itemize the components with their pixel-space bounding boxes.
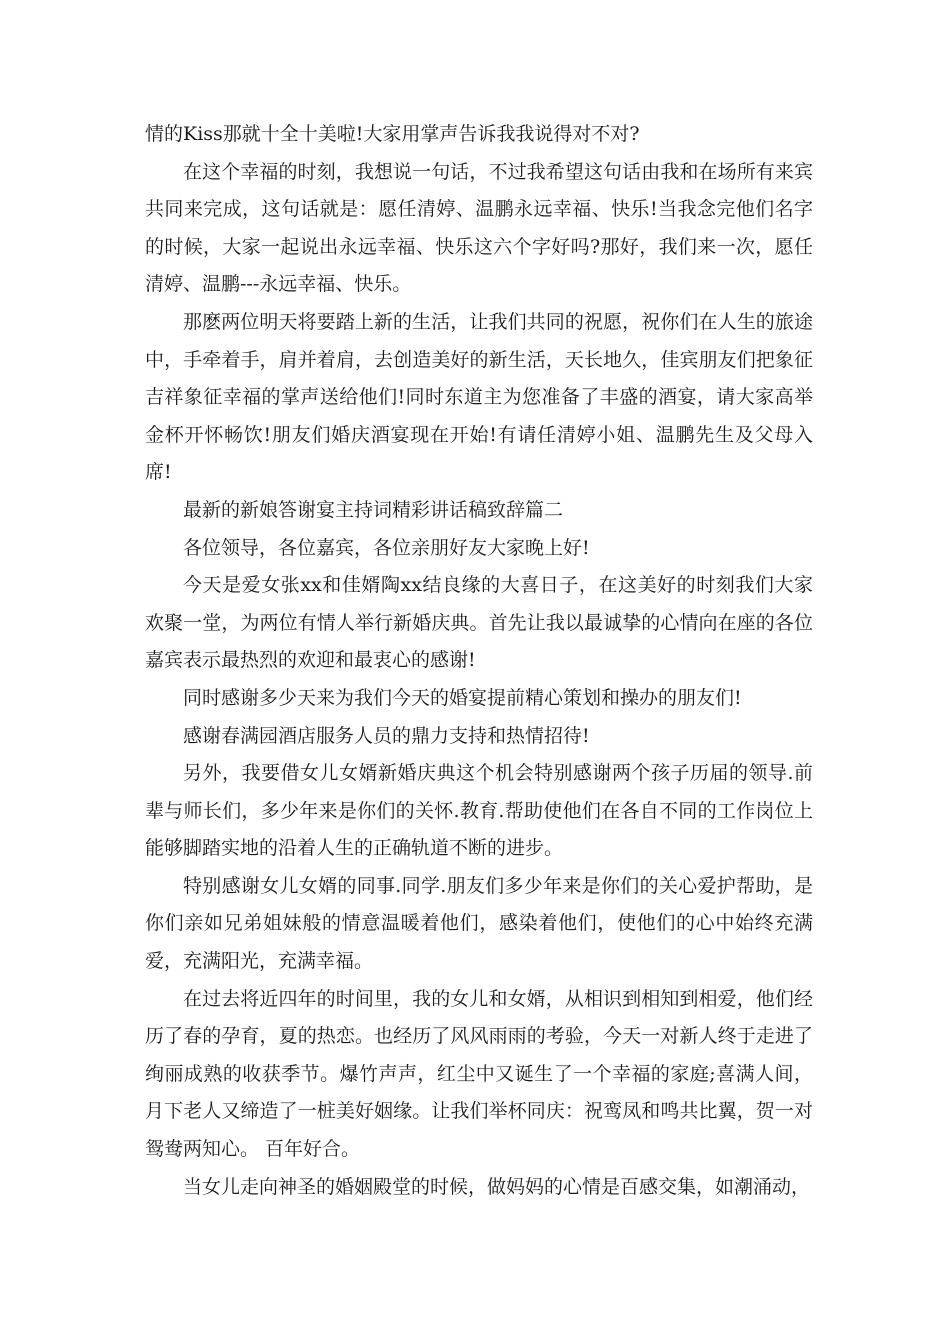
paragraph-welcome: 今天是爱女张xx和佳婿陶xx结良缘的大喜日子，在这美好的时刻我们大家欢聚一堂，为两位有情人举行新婚庆典。首先让我以最诚挚的心情向在座的各位嘉宾表示最热烈的欢迎和最衷心的感谢! bbox=[145, 574, 813, 672]
paragraph-love-story: 在过去将近四年的时间里，我的女儿和女婿，从相识到相知到相爱，他们经历了春的孕育，夏的热恋。也经历了风风雨雨的考验，今天一对新人终于走进了绚丽成熟的收获季节。爆竹声声，红尘中又诞生了一个幸福的家庭;喜满人间，月下老人又缔造了一桩美好姻缘。让我们举杯同庆：祝鸾凤和鸣共比翼，贺一对鸳鸯两知心。 百年好合。 bbox=[145, 987, 813, 1161]
paragraph-continuation: 情的Kiss那就十全十美啦!大家用掌声告诉我我说得对不对? bbox=[145, 123, 640, 145]
paragraph-thanks-friends: 同时感谢多少天来为我们今天的婚宴提前精心策划和操办的朋友们! bbox=[183, 686, 742, 709]
paragraph-blessing-wish: 在这个幸福的时刻，我想说一句话，不过我希望这句话由我和在场所有来宾共同来完成，这句话就是：愿任清婷、温鹏永远幸福、快乐!当我念完他们名字的时候，大家一起说出永远幸福、快乐这六个字好吗?那好，我们来一次，愿任清婷、温鹏---永远幸福、快乐。 bbox=[145, 160, 813, 296]
document-body bbox=[145, 116, 813, 1206]
section-heading: 最新的新娘答谢宴主持词精彩讲话稿致辞篇二 bbox=[183, 498, 564, 521]
paragraph-greeting: 各位领导，各位嘉宾，各位亲朋好友大家晚上好! bbox=[183, 536, 590, 559]
paragraph-thanks-hotel: 感谢春满园酒店服务人员的鼎力支持和热情招待! bbox=[183, 724, 590, 747]
paragraph-banquet-start: 那麽两位明天将要踏上新的生活，让我们共同的祝愿，祝你们在人生的旅途中，手牵着手，肩并着肩，去创造美好的新生活，天长地久，佳宾朋友们把象征吉祥象征幸福的掌声送给他们!同时东道主为您准备了丰盛的酒宴，请大家高举金杯开怀畅饮!朋友们婚庆酒宴现在开始!有请任清婷小姐、温鹏先生及父母入席! bbox=[145, 310, 813, 484]
paragraph-thanks-leaders: 另外，我要借女儿女婿新婚庆典这个机会特别感谢两个孩子历届的领导.前辈与师长们，多少年来是你们的关怀.教育.帮助使他们在各自不同的工作岗位上能够脚踏实地的沿着人生的正确轨道不断的进步。 bbox=[145, 762, 813, 860]
paragraph-thanks-colleagues: 特别感谢女儿女婿的同事.同学.朋友们多少年来是你们的关心爱护帮助，是你们亲如兄弟姐妹般的情意温暖着他们，感染着他们，使他们的心中始终充满爱，充满阳光，充满幸福。 bbox=[145, 874, 813, 973]
paragraph-mother-feelings: 当女儿走向神圣的婚姻殿堂的时候，做妈妈的心情是百感交集，如潮涌动， bbox=[183, 1175, 811, 1198]
